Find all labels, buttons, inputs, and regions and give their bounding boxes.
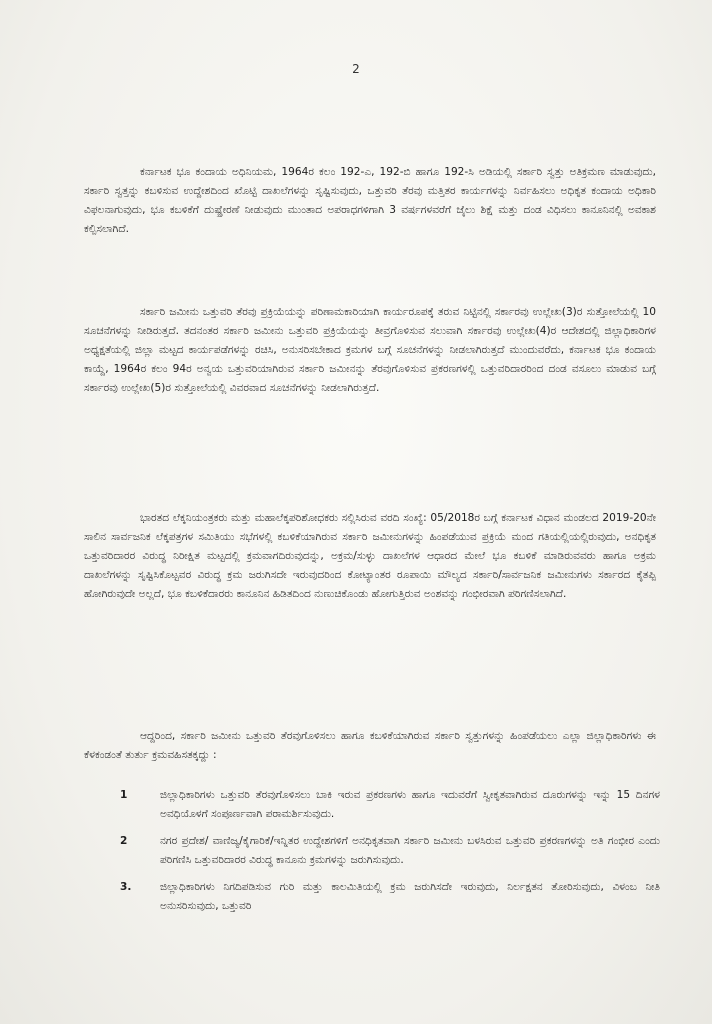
page-number: 2	[352, 62, 360, 76]
list-item	[120, 832, 660, 870]
list-item-number: 3.	[120, 881, 132, 893]
list-item-number: 2	[120, 835, 128, 847]
list-item-number: 1	[120, 789, 128, 801]
list-item	[120, 786, 660, 824]
list-item-text: ಜಿಲ್ಲಾಧಿಕಾರಿಗಳು ನಿಗದಿಪಡಿಸುವ ಗುರಿ ಮತ್ತು ಕಾಲಮಿತಿಯಲ್ಲಿ ಕ್ರಮ ಜರುಗಿಸದೇ ಇರುವುದು, ನಿರ್ಲಕ್ಷತನ ತೋರಿಸುವುದು, ವಿಳಂಬ ನೀತಿ ಅನುಸರಿಸುವುದು, ಒತ್ತುವರಿ	[160, 881, 660, 912]
list-item-text: ನಗರ ಪ್ರದೇಶ/ ವಾಣಿಜ್ಯ/ಕೈಗಾರಿಕೆ/ಇನ್ನಿತರ ಉದ್ದೇಶಗಳಿಗೆ ಅನಧಿಕೃತವಾಗಿ ಸರ್ಕಾರಿ ಜಮೀನು ಬಳಸಿರುವ ಒತ್ತುವರಿ ಪ್ರಕರಣಗಳನ್ನು ಅತಿ ಗಂಭೀರ ಎಂದು ಪರಿಗಣಿಸಿ ಒತ್ತುವರಿದಾರರ ವಿರುದ್ಧ ಕಾನೂನು ಕ್ರಮಗಳನ್ನು ಜರುಗಿಸುವುದು.	[160, 835, 660, 866]
list-item-text: ಜಿಲ್ಲಾಧಿಕಾರಿಗಳು ಒತ್ತುವರಿ ತೆರವುಗೊಳಿಸಲು ಬಾಕಿ ಇರುವ ಪ್ರಕರಣಗಳು ಹಾಗೂ ಇದುವರೆಗೆ ಸ್ವೀಕೃತವಾಗಿರುವ ದೂರುಗಳನ್ನು ಇನ್ನು 15 ದಿನಗಳ ಅವಧಿಯೊಳಗೆ ಸಂಪೂರ್ಣವಾಗಿ ಪರಾಮರ್ಶಿಸುವುದು.	[160, 789, 660, 820]
action-list	[120, 786, 660, 924]
paragraph-legal-provisions: ಕರ್ನಾಟಕ ಭೂ ಕಂದಾಯ ಅಧಿನಿಯಮ, 1964ರ ಕಲಂ 192-ಎ, 192-ಬಿ ಹಾಗೂ 192-ಸಿ ಅಡಿಯಲ್ಲಿ ಸರ್ಕಾರಿ ಸ್ವತ್ತು ಅತಿಕ್ರಮಣ ಮಾಡುವುದು, ಸರ್ಕಾರಿ ಸ್ವತ್ತನ್ನು ಕಬಳಿಸುವ ಉದ್ದೇಶದಿಂದ ಖೊಟ್ಟಿ ದಾಖಲೆಗಳನ್ನು ಸೃಷ್ಟಿಸುವುದು, ಒತ್ತುವರಿ ತೆರವು ಮತ್ತಿತರ ಕಾರ್ಯಗಳನ್ನು ನಿರ್ವಹಿಸಲು ಅಧಿಕೃತ ಕಂದಾಯ ಅಧಿಕಾರಿ ವಿಫಲನಾಗುವುದು, ಭೂ ಕಬಳಿಕೆಗೆ ದುಷ್ಪ್ರೇರಣೆ ನೀಡುವುದು ಮುಂತಾದ ಅಪರಾಧಗಳಿಗಾಗಿ 3 ವರ್ಷಗಳವರೆಗೆ ಜೈಲು ಶಿಕ್ಷೆ ಮತ್ತು ದಂಡ ವಿಧಿಸಲು ಕಾನೂನಿನಲ್ಲಿ ಅವಕಾಶ ಕಲ್ಪಿಸಲಾಗಿದೆ.	[84, 165, 656, 235]
paragraph-audit-report: ಭಾರತದ ಲೆಕ್ಕನಿಯಂತ್ರಕರು ಮತ್ತು ಮಹಾಲೆಕ್ಕಪರಿಶೋಧಕರು ಸಲ್ಲಿಸಿರುವ ವರದಿ ಸಂಖ್ಯೆ: 05/2018ರ ಬಗ್ಗೆ ಕರ್ನಾಟಕ ವಿಧಾನ ಮಂಡಲದ 2019-20ನೇ ಸಾಲಿನ ಸಾರ್ವಜನಿಕ ಲೆಕ್ಕಪತ್ರಗಳ ಸಮಿತಿಯು ಸಭೆಗಳಲ್ಲಿ ಕಬಳಿಕೆಯಾಗಿರುವ ಸರ್ಕಾರಿ ಜಮೀನುಗಳನ್ನು ಹಿಂಪಡೆಯುವ ಪ್ರಕ್ರಿಯೆ ಮಂದ ಗತಿಯಲ್ಲಿಯಲ್ಲಿರುವುದು, ಅನಧಿಕೃತ ಒತ್ತುವರಿದಾರರ ವಿರುದ್ಧ ನಿರೀಕ್ಷಿತ ಮಟ್ಟದಲ್ಲಿ ಕ್ರಮವಾಗದಿರುವುದನ್ನು, ಅಕ್ರಮ/ಸುಳ್ಳು ದಾಖಲೆಗಳ ಆಧಾರದ ಮೇಲೆ ಭೂ ಕಬಳಿಕೆ ಮಾಡಿರುವವರು ಹಾಗೂ ಅಕ್ರಮ ದಾಖಲೆಗಳನ್ನು ಸೃಷ್ಟಿಸಿಕೊಟ್ಟವರ ವಿರುದ್ಧ ಕ್ರಮ ಜರುಗಿಸದೇ ಇರುವುದರಿಂದ ಕೋಟ್ಯಾಂತರ ರೂಪಾಯಿ ಮೌಲ್ಯದ ಸರ್ಕಾರಿ/ಸಾರ್ವಜನಿಕ ಜಮೀನುಗಳು ಸರ್ಕಾರದ ಕೈತಪ್ಪಿ ಹೋಗಿರುವುದೇ ಅಲ್ಲದೆ, ಭೂ ಕಬಳಿಕೆದಾರರು ಕಾನೂನಿನ ಹಿಡಿತದಿಂದ ನುಣುಚಿಕೊಂಡು ಹೋಗುತ್ತಿರುವ ಅಂಶವನ್ನು ಗಂಭೀರವಾಗಿ ಪರಿಗಣಿಸಲಾಗಿದೆ.	[84, 511, 656, 600]
list-item	[120, 878, 660, 916]
paragraph-directive-intro: ಆದ್ದರಿಂದ, ಸರ್ಕಾರಿ ಜಮೀನು ಒತ್ತುವರಿ ತೆರವುಗೊಳಿಸಲು ಹಾಗೂ ಕಬಳಿಕೆಯಾಗಿರುವ ಸರ್ಕಾರಿ ಸ್ವತ್ತುಗಳನ್ನು ಹಿಂಪಡೆಯಲು ಎಲ್ಲಾ ಜಿಲ್ಲಾಧಿಕಾರಿಗಳು ಈ ಕೆಳಕಂಡಂತೆ ತುರ್ತು ಕ್ರಮವಹಿಸತಕ್ಕದ್ದು :	[84, 729, 656, 761]
paragraph-government-instructions: ಸರ್ಕಾರಿ ಜಮೀನು ಒತ್ತುವರಿ ತೆರವು ಪ್ರಕ್ರಿಯೆಯನ್ನು ಪರಿಣಾಮಕಾರಿಯಾಗಿ ಕಾರ್ಯರೂಪಕ್ಕೆ ತರುವ ನಿಟ್ಟಿನಲ್ಲಿ ಸರ್ಕಾರವು ಉಲ್ಲೇಖ(3)ರ ಸುತ್ತೋಲೆಯಲ್ಲಿ 10 ಸೂಚನೆಗಳನ್ನು ನೀಡಿರುತ್ತದೆ. ತದನಂತರ ಸರ್ಕಾರಿ ಜಮೀನು ಒತ್ತುವರಿ ಪ್ರಕ್ರಿಯೆಯನ್ನು ತೀವ್ರಗೊಳಿಸುವ ಸಲುವಾಗಿ ಸರ್ಕಾರವು ಉಲ್ಲೇಖ(4)ರ ಆದೇಶದಲ್ಲಿ ಜಿಲ್ಲಾಧಿಕಾರಿಗಳ ಅಧ್ಯಕ್ಷತೆಯಲ್ಲಿ ಜಿಲ್ಲಾ ಮಟ್ಟದ ಕಾರ್ಯಪಡೆಗಳನ್ನು ರಚಿಸಿ, ಅನುಸರಿಸಬೇಕಾದ ಕ್ರಮಗಳ ಬಗ್ಗೆ ಸೂಚನೆಗಳನ್ನು ನೀಡಲಾಗಿರುತ್ತದೆ ಮುಂದುವರೆದು, ಕರ್ನಾಟಕ ಭೂ ಕಂದಾಯ ಕಾಯ್ದೆ, 1964ರ ಕಲಂ 94ರ ಅನ್ವಯ ಒತ್ತುವರಿಯಾಗಿರುವ ಸರ್ಕಾರಿ ಜಮೀನನ್ನು ತೆರವುಗೊಳಿಸುವ ಪ್ರಕರಣಗಳಲ್ಲಿ ಒತ್ತುವರಿದಾರರಿಂದ ದಂಡ ವಸೂಲು ಮಾಡುವ ಬಗ್ಗೆ ಸರ್ಕಾರವು ಉಲ್ಲೇಖ(5)ರ ಸುತ್ತೋಲೆಯಲ್ಲಿ ವಿವರವಾದ ಸೂಚನೆಗಳನ್ನು ನೀಡಲಾಗಿರುತ್ತದೆ.	[84, 305, 656, 394]
